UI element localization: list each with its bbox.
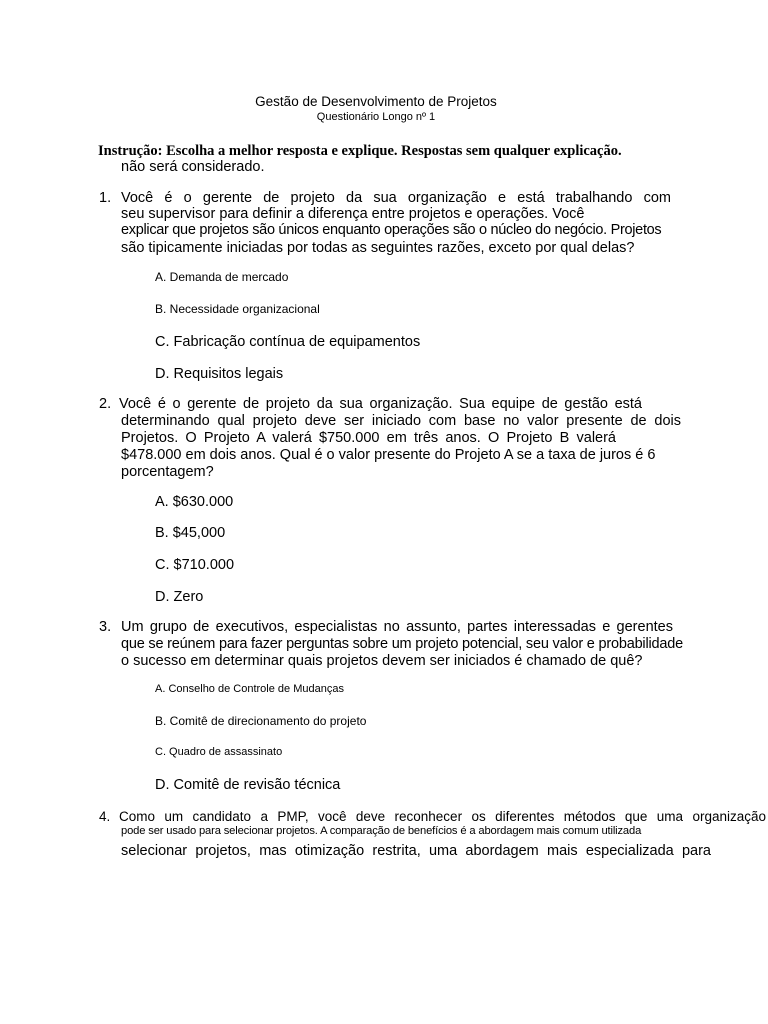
document-subtitle: Questionário Longo nº 1 xyxy=(316,111,436,123)
question-2-number: 2. xyxy=(99,396,112,412)
question-1-line-1: Você é o gerente de projeto da sua organização e está trabalhando com xyxy=(121,190,671,206)
question-3-number: 3. xyxy=(99,619,112,635)
question-2-line-2: determinando qual projeto deve ser iniciado com base no valor presente de dois xyxy=(121,413,681,429)
instruction-text: Instrução: Escolha a melhor resposta e explique. Respostas sem qualquer explicação. xyxy=(98,143,622,159)
document-title: Gestão de Desenvolvimento de Projetos xyxy=(255,94,497,109)
question-2-line-1: Você é o gerente de projeto da sua organização. Sua equipe de gestão está xyxy=(119,396,642,412)
question-2-option-d: D. Zero xyxy=(155,589,204,605)
question-2-option-a: A. $630.000 xyxy=(155,494,234,510)
question-4-line-3: selecionar projetos, mas otimização restrita, uma abordagem mais especializada para xyxy=(121,843,711,859)
question-3-option-c: C. Quadro de assassinato xyxy=(155,746,283,758)
question-3-option-a: A. Conselho de Controle de Mudanças xyxy=(155,683,344,695)
question-2-option-c: C. $710.000 xyxy=(155,557,235,573)
question-4-line-2: pode ser usado para selecionar projetos. A comparação de benefícios é a abordagem mais comum utilizada xyxy=(121,825,642,837)
question-2-option-b: B. $45,000 xyxy=(155,525,226,541)
question-1-option-c: C. Fabricação contínua de equipamentos xyxy=(155,334,421,350)
question-1-line-4: são tipicamente iniciadas por todas as seguintes razões, exceto por qual delas? xyxy=(121,240,635,256)
instruction-continuation: não será considerado. xyxy=(121,159,265,175)
question-2-line-5: porcentagem? xyxy=(121,464,214,480)
question-2-line-3: Projetos. O Projeto A valerá $750.000 em três anos. O Projeto B valerá xyxy=(121,430,616,446)
question-3-line-2: que se reúnem para fazer perguntas sobre um projeto potencial, seu valor e probabilidade xyxy=(121,636,683,652)
question-1-line-2: seu supervisor para definir a diferença entre projetos e operações. Você xyxy=(121,206,585,222)
question-1-number: 1. xyxy=(99,190,112,206)
question-3-option-b: B. Comitê de direcionamento do projeto xyxy=(155,714,367,728)
question-4-number: 4. xyxy=(99,809,111,824)
question-1-option-a: A. Demanda de mercado xyxy=(155,270,289,284)
question-1-line-3: explicar que projetos são únicos enquanto operações são o núcleo do negócio. Projetos xyxy=(121,222,662,238)
question-1-option-b: B. Necessidade organizacional xyxy=(155,302,320,316)
question-3-option-d: D. Comitê de revisão técnica xyxy=(155,777,341,793)
question-3-line-1: Um grupo de executivos, especialistas no assunto, partes interessadas e gerentes xyxy=(121,619,673,635)
question-2-line-4: $478.000 em dois anos. Qual é o valor presente do Projeto A se a taxa de juros é 6 xyxy=(121,447,656,463)
question-3-line-3: o sucesso em determinar quais projetos devem ser iniciados é chamado de quê? xyxy=(121,653,643,669)
question-4-line-1: Como um candidato a PMP, você deve reconhecer os diferentes métodos que uma organização xyxy=(119,809,766,824)
question-1-option-d: D. Requisitos legais xyxy=(155,366,284,382)
